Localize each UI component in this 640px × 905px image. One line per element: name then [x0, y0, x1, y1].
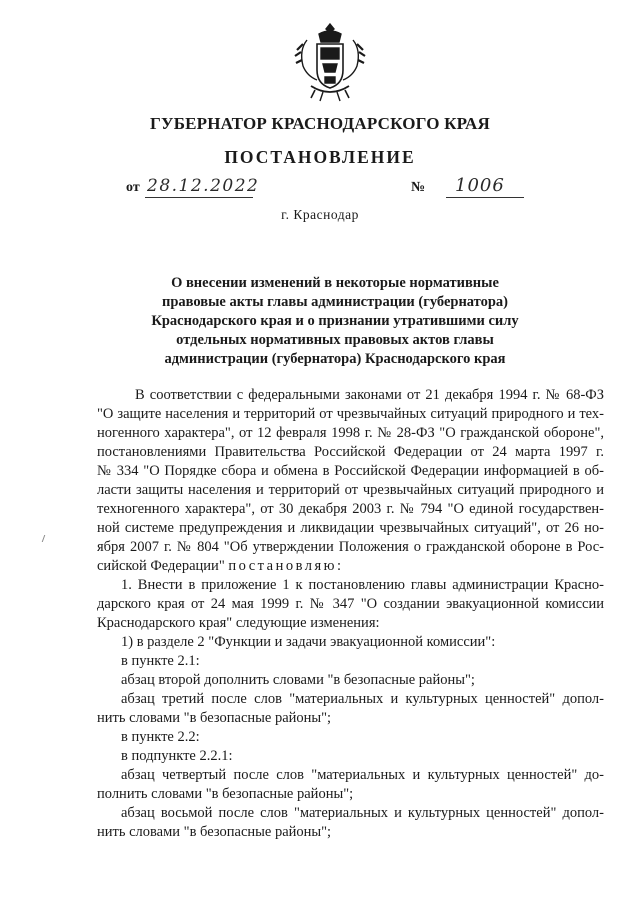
body-line	[97, 557, 604, 576]
body-line: абзац четвертый после слов "материальных и культурных ценностей" до-	[121, 767, 604, 783]
title-line: отдельных нормативных правовых актов главы	[176, 332, 494, 348]
body-line: "О защите населения и территорий от чрезвычайных ситуаций природного и тех-	[97, 406, 604, 422]
body-line: абзац восьмой после слов "материальных и культурных ценностей" допол-	[121, 805, 604, 821]
date-underline	[145, 197, 253, 198]
margin-mark	[42, 535, 49, 542]
body-line: абзац второй дополнить словами "в безопасные районы";	[121, 672, 475, 688]
body-line: постановлениями Правительства Российской Федерации от 24 марта 1997 г.	[97, 444, 604, 460]
body-line: в подпункте 2.2.1:	[121, 748, 233, 764]
number-underline	[446, 197, 524, 198]
document-type: ПОСТАНОВЛЕНИЕ	[224, 147, 416, 167]
decree-word: постановляю:	[228, 558, 344, 574]
document-title	[140, 274, 530, 369]
date-prefix: от	[126, 180, 140, 195]
preamble-end: сийской Федерации"	[97, 558, 225, 574]
title-line: правовые акты главы администрации (губернатора)	[161, 294, 509, 310]
body-line: В соответствии с федеральными законами от 21 декабря 1994 г. № 68-ФЗ	[135, 387, 604, 403]
body-line: № 334 "О Порядке сбора и обмена в Российской Федерации информацией в об-	[97, 463, 604, 479]
body-line: ласти защиты населения и территорий от чрезвычайных ситуаций природного и	[97, 482, 604, 498]
number-value: 1006	[455, 175, 505, 196]
title-line: О внесении изменений в некоторые нормативные	[171, 275, 499, 291]
body-line: абзац третий после слов "материальных и культурных ценностей" допол-	[121, 691, 604, 707]
body-line: 1. Внести в приложение 1 к постановлению главы администрации Красно-	[121, 577, 604, 593]
number-prefix: №	[411, 180, 426, 195]
body-line: полнить словами "в безопасные районы";	[97, 786, 354, 802]
body-line: техногенного характера", от 30 декабря 2003 г. № 794 "О единой государствен-	[97, 501, 604, 517]
city: г. Краснодар	[281, 207, 359, 222]
body-line: ногенного характера", от 12 февраля 1998 г. № 28-ФЗ "О гражданской обороне",	[97, 425, 604, 441]
issuer-title: ГУБЕРНАТОР КРАСНОДАРСКОГО КРАЯ	[150, 114, 490, 133]
document-body	[97, 386, 604, 842]
title-line: администрации (губернатора) Краснодарского края	[164, 351, 506, 367]
body-line: в пункте 2.1:	[121, 653, 200, 669]
body-line: Краснодарского края" следующие изменения:	[97, 615, 380, 631]
title-line: Краснодарского края и о признании утратившими силу	[151, 313, 519, 329]
body-line: ября 2007 г. № 804 "Об утверждении Положения о гражданской обороне в Рос-	[97, 539, 604, 555]
date-value: 28.12.2022	[147, 176, 260, 196]
body-line: дарского края от 24 мая 1999 г. № 347 "О создании эвакуационной комиссии	[97, 596, 604, 612]
coat-of-arms-icon	[293, 22, 367, 104]
body-line: 1) в разделе 2 "Функции и задачи эвакуационной комиссии":	[121, 634, 496, 650]
body-line: нить словами "в безопасные районы";	[97, 710, 332, 726]
body-line: нить словами "в безопасные районы";	[97, 824, 332, 840]
body-line: в пункте 2.2:	[121, 729, 200, 745]
body-line: ной системе предупреждения и ликвидации чрезвычайных ситуаций", от 26 но-	[97, 520, 604, 536]
